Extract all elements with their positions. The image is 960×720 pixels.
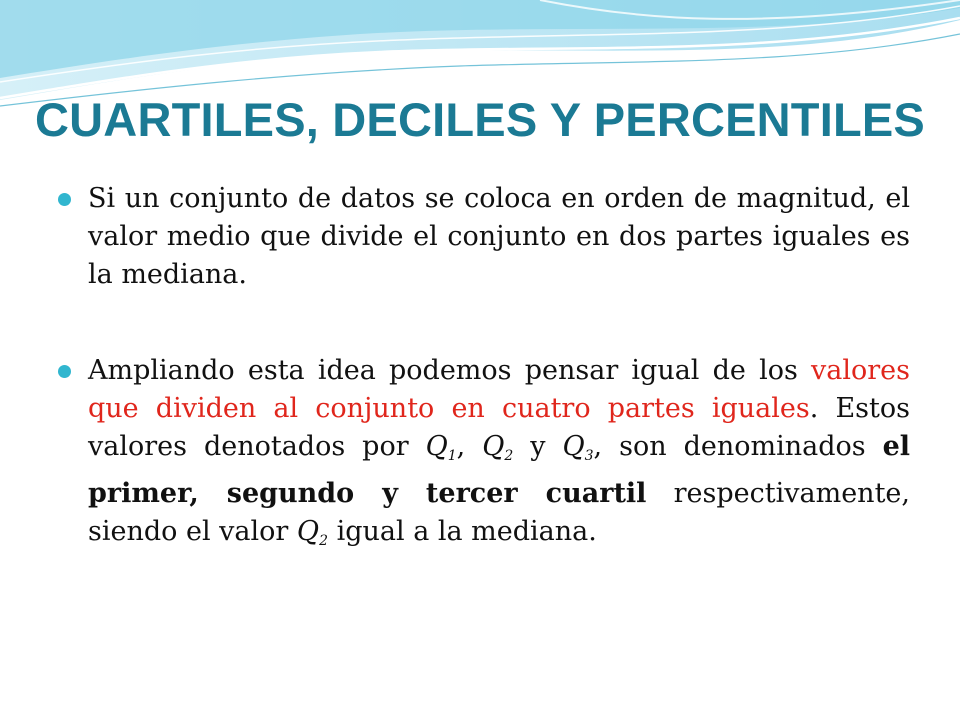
quartiles-text-denoted: . Estos valores denotados por [88, 393, 910, 462]
quartiles-text-intro: Ampliando esta idea podemos pensar igual de los [88, 355, 812, 386]
q2-symbol: Q [482, 431, 505, 462]
quartiles-highlight-text: valores que dividen al conjunto en cuatro partes iguales [88, 355, 910, 424]
q-separator-2: y [513, 431, 563, 462]
q2-median-symbol: Q [296, 516, 320, 547]
bullet-dot-icon [58, 193, 71, 206]
q2-subscript: 2 [504, 448, 514, 464]
bullet-item-quartiles [58, 352, 910, 560]
slide-body [58, 180, 910, 560]
bullet-dot-icon [58, 365, 71, 378]
q3-symbol: Q [562, 431, 585, 462]
quartiles-bold-text: el primer, segundo y tercer cuartil [88, 431, 911, 509]
bullet-text-median: Si un conjunto de datos se coloca en orden de magnitud, el valor medio que divide el conjunto en dos partes iguales es la mediana. [88, 183, 910, 290]
quartiles-text-median: igual a la mediana. [327, 516, 597, 547]
bullet-item-median [58, 180, 910, 294]
q2-median-subscript: 2 [319, 533, 328, 549]
slide-title: CUARTILES, DECILES Y PERCENTILES [35, 93, 925, 146]
quartiles-text-respectively: respectivamente, siendo el valor [88, 478, 910, 547]
q1-subscript: 1 [447, 448, 457, 464]
q-separator-1: , [456, 431, 483, 462]
quartiles-text-named: , son denominados [593, 431, 883, 462]
q3-subscript: 3 [584, 448, 594, 464]
q1-symbol: Q [425, 431, 448, 462]
